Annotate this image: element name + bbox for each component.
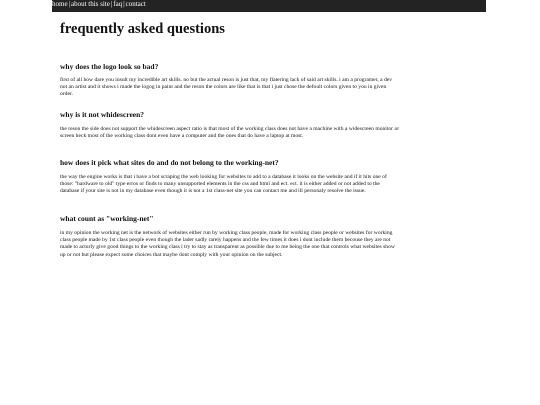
nav-separator: | [110,0,113,8]
faq-question: how does it pick what sites do and do not belong to the working-net? [60,158,279,167]
nav-separator: | [123,0,125,8]
faq-item-widescreen [60,110,400,140]
faq-item-logo [60,62,400,99]
faq-item-site-selection [60,158,400,196]
faq-question: why is it not whidescreen? [60,110,145,119]
page-title: frequently asked questions [60,21,225,37]
main-content [60,20,400,258]
faq-answer: the way the engine works is that i have a bot scraping the web looking for websites to add to a database it looks on the website and if it hits one of those: "hardware to old" type erros or finds to many unsupported elements in the css and html and ect. ect. it is either added or not added to the database if your site is not in my database even though it is not a 1st class-net site you can contact me and ill personaly resolve the issue. [60,174,387,195]
faq-answer: in my opinion the working net is the network of websites either run by working class people, made for working class people or websites for working class people made by 1st class people even though the lader sadly rarely happens and the few times it does i dont include them becouse they are not made to acturly give good things to the working class i try to stay as transparent as possible due to me being the one that controls what websites show up or not but please expect some choices that maybe dont comply with your opinion on the subject. [60,230,395,258]
faq-question: why does the logo look so bad? [60,62,159,71]
nav-link-home[interactable]: home [52,0,68,8]
faq-question: what count as "working-net" [60,214,154,223]
nav-separator: | [68,0,70,8]
nav-link-about[interactable]: about this site [70,0,110,8]
faq-answer: the reson the side does not support the whidescreen aspect ratio is that most of the working class does not have a machine with a widescreen monitor or screen heck most of the working class dont even have a computer and the ones that do have a laptop at most. [60,126,400,140]
nav-link-faq[interactable]: faq [113,0,123,8]
top-navigation-bar [52,0,486,12]
faq-answer: first of all how dare you insult my incredible art skills. no but the actual reson is just that, my flatering lack of said art skills. i am a programer, a dev not an artist and it shows i made the logog in paint and the reson the colors are like that is that i just chose the defoult colors given to you in given order. [60,77,393,98]
nav-link-contact[interactable]: contact [125,0,146,8]
faq-item-working-net [60,214,400,259]
